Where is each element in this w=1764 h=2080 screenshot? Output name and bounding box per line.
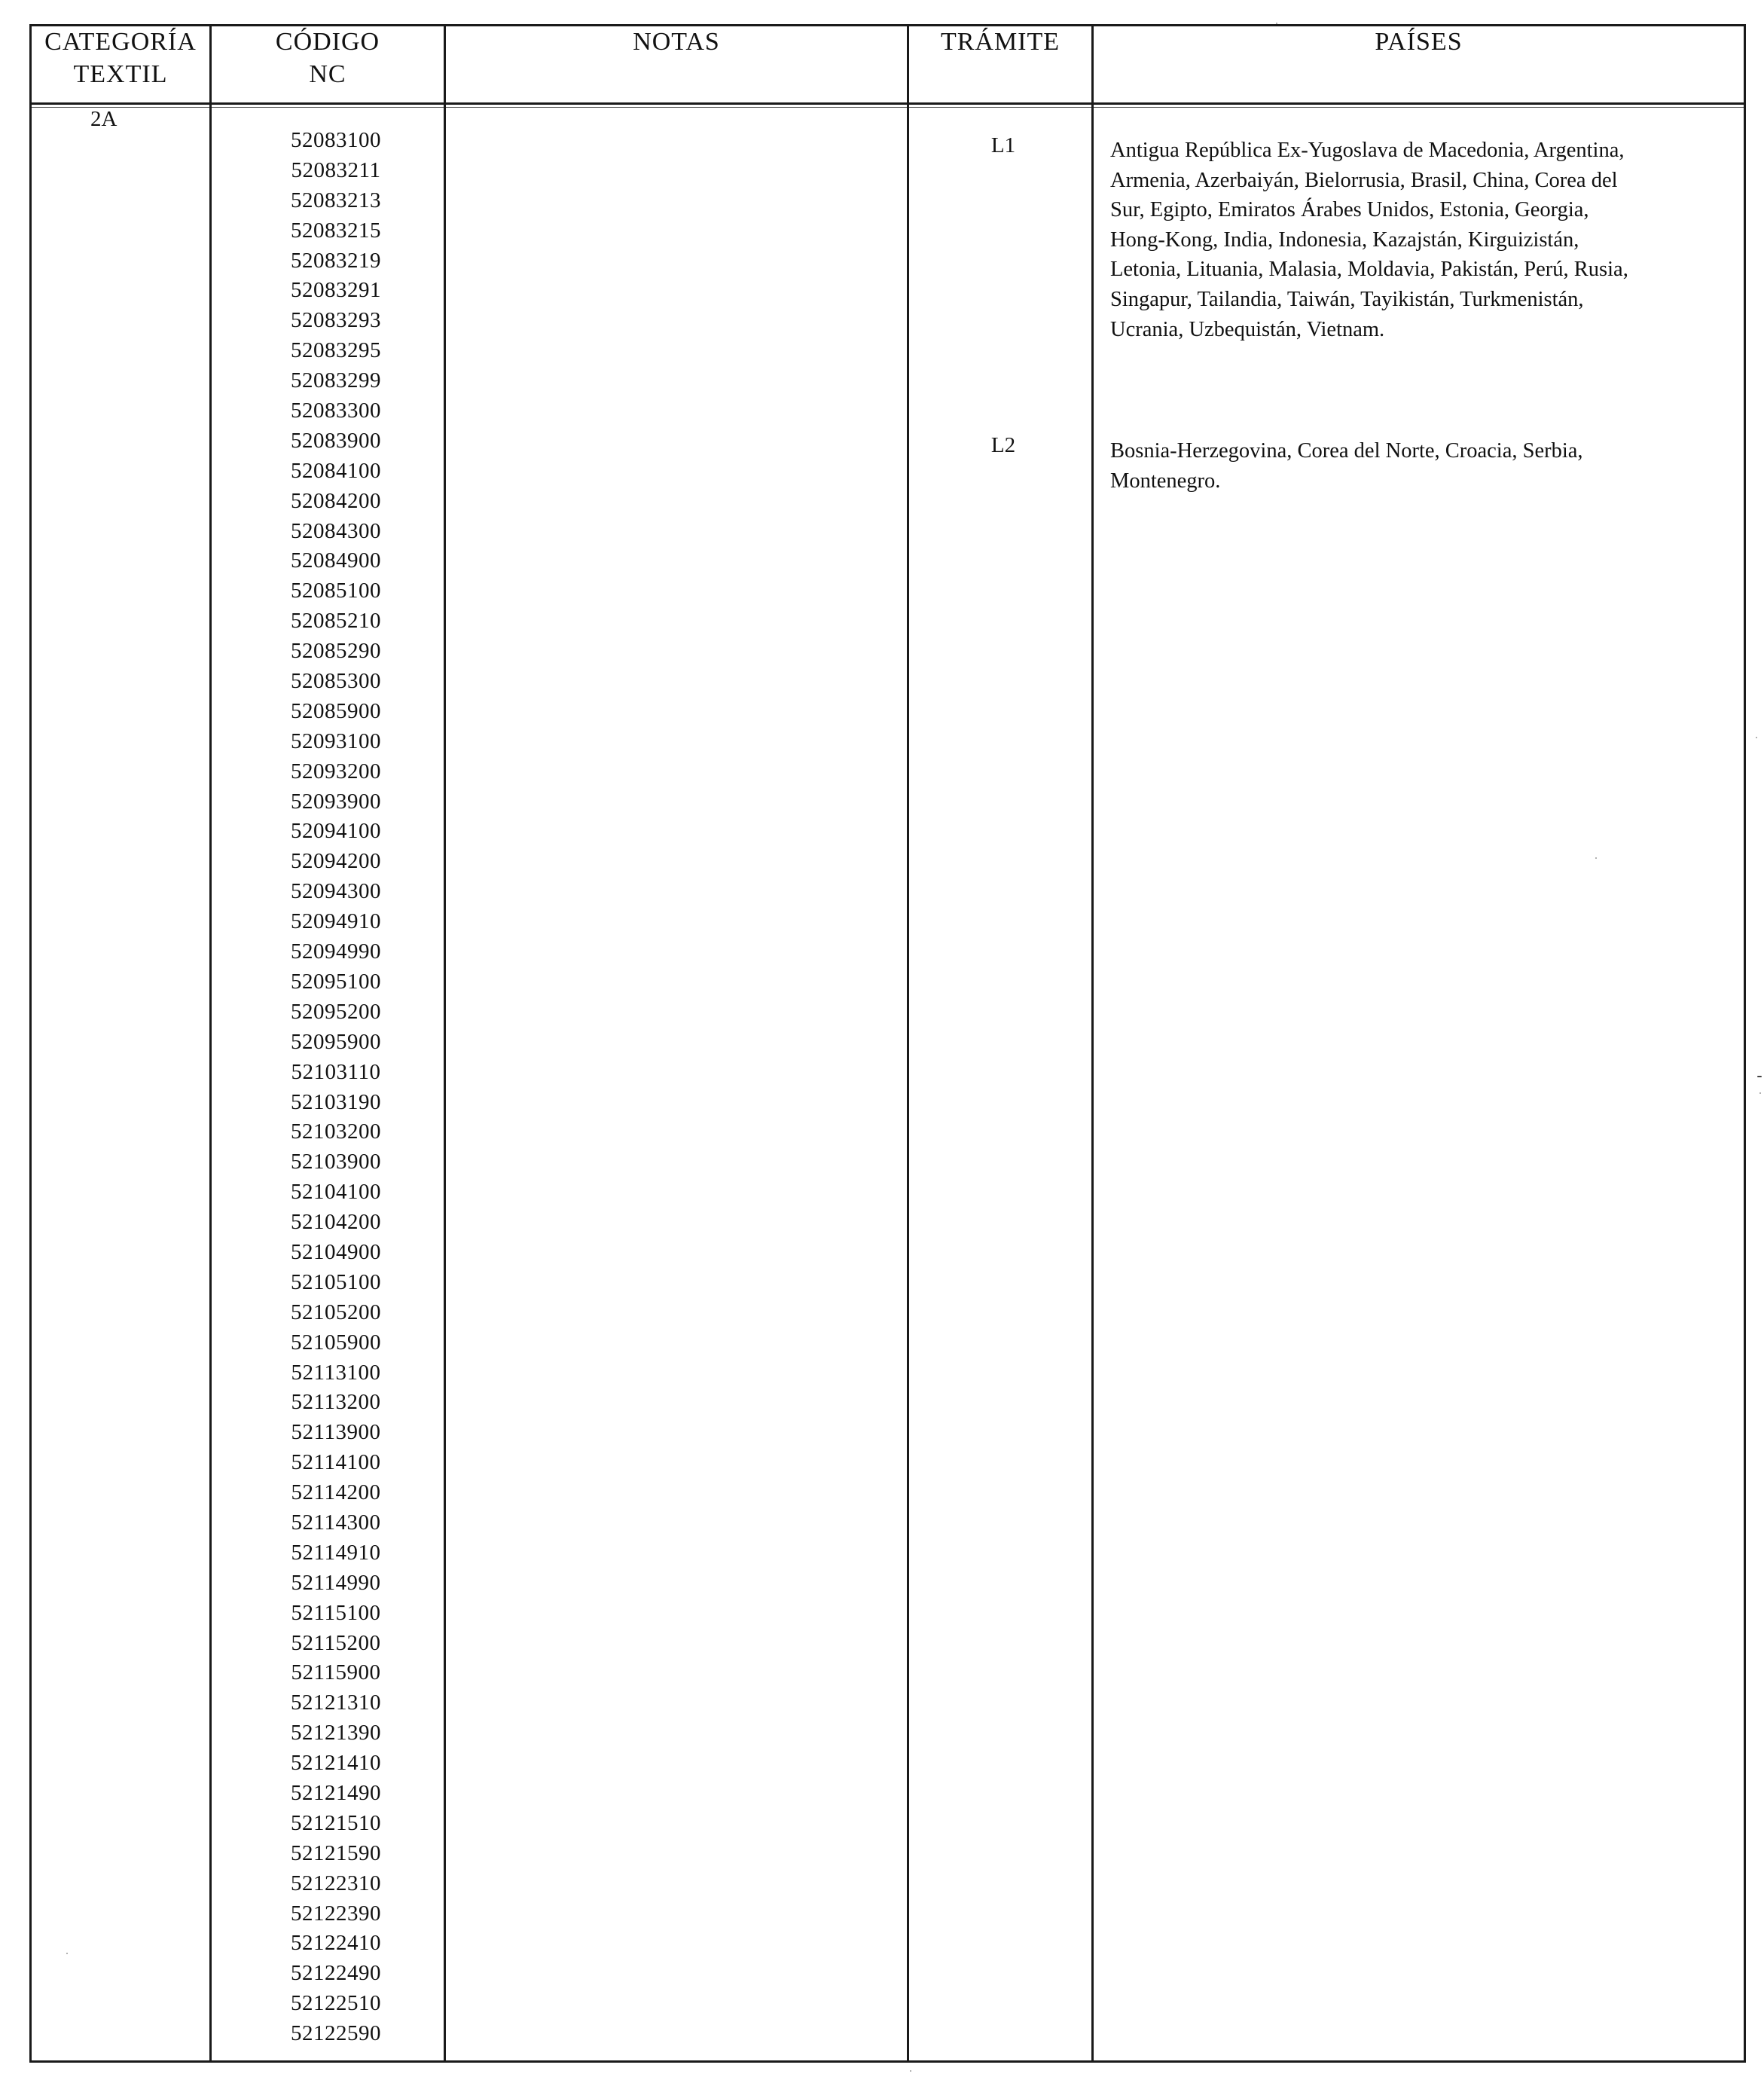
header-codigo-line1: CÓDIGO [275, 28, 380, 56]
codigo-nc-item: 52085100 [291, 579, 381, 603]
codigo-nc-item: 52103190 [291, 1089, 381, 1114]
codigo-nc-item: 52122590 [291, 2021, 381, 2046]
codigo-nc-item: 52104100 [291, 1180, 381, 1205]
codigo-nc-item: 52093100 [291, 728, 381, 753]
paises-text-l1 [1110, 136, 1720, 344]
codigo-nc-item: 52104200 [291, 1210, 381, 1235]
codigo-nc-item: 52085900 [291, 698, 381, 723]
codigo-nc-item: 52122310 [291, 1871, 381, 1895]
codigo-nc-item: 52093900 [291, 789, 381, 814]
codigo-nc-item: 52094200 [291, 849, 381, 874]
header-categoria-line2: TEXTIL [73, 60, 168, 88]
codigo-nc-item: 52083100 [291, 128, 381, 152]
codigo-nc-item: 52113200 [291, 1390, 381, 1415]
codigo-nc-item: 52084300 [291, 518, 381, 543]
paises-line: Hong-Kong, India, Indonesia, Kazajstán, Kirguizistán, [1110, 228, 1579, 252]
codigo-nc-item: 52121590 [291, 1840, 381, 1865]
codigo-nc-item: 52083213 [291, 188, 381, 212]
codigo-nc-item: 52122390 [291, 1901, 381, 1926]
column-divider-notas [907, 24, 909, 2063]
codigo-nc-item: 52115900 [291, 1660, 381, 1685]
paises-line: Armenia, Azerbaiyán, Bielorrusia, Brasil, China, Corea del [1110, 168, 1618, 192]
codigo-nc-item: 52121490 [291, 1780, 381, 1805]
codigo-nc-item: 52115100 [291, 1600, 381, 1625]
codigo-nc-item: 52083215 [291, 218, 381, 243]
codigo-nc-item: 52122410 [291, 1931, 381, 1956]
header-notas-label: NOTAS [633, 28, 720, 56]
codigo-nc-item: 52105900 [291, 1330, 381, 1355]
codigo-nc-item: 52085210 [291, 609, 381, 634]
scan-speck [1757, 1076, 1762, 1077]
scan-speck [1759, 1092, 1761, 1094]
header-tramite [909, 24, 1091, 102]
header-bottom-border [29, 102, 1746, 105]
paises-line: Letonia, Lituania, Malasia, Moldavia, Pakistán, Perú, Rusia, [1110, 258, 1628, 282]
codigo-nc-item: 52105200 [291, 1300, 381, 1324]
header-categoria-line1: CATEGORÍA [44, 28, 197, 56]
codigo-nc-item: 52084100 [291, 458, 381, 483]
table-right-border [1744, 24, 1746, 2063]
tramite-code: L2 [990, 433, 1016, 457]
codigo-nc-item: 52094910 [291, 909, 381, 934]
scan-speck [910, 2070, 911, 2072]
header-tramite-label: TRÁMITE [940, 28, 1061, 56]
header-paises-label: PAÍSES [1375, 28, 1463, 56]
codigo-nc-item: 52093200 [291, 759, 381, 783]
codigo-nc-item: 52083291 [291, 278, 381, 303]
paises-line: Singapur, Tailandia, Taiwán, Tayikistán, Turkmenistán, [1110, 287, 1584, 311]
header-notas [446, 24, 907, 102]
codigo-nc-item: 52113900 [291, 1420, 381, 1445]
codigo-nc-item: 52095100 [291, 969, 381, 994]
codigo-nc-item: 52103200 [291, 1119, 381, 1144]
codigo-nc-item: 52114100 [291, 1450, 381, 1475]
header-categoria-textil [32, 24, 209, 102]
codigo-nc-item: 52083219 [291, 248, 381, 273]
categoria-value: 2A [90, 107, 117, 131]
column-divider-codigo [444, 24, 446, 2063]
codigo-nc-item: 52083211 [291, 157, 381, 182]
scan-speck [1595, 857, 1597, 859]
codigo-nc-item: 52083293 [291, 308, 381, 333]
codigo-nc-list [249, 126, 423, 2049]
codigo-nc-item: 52121410 [291, 1751, 381, 1776]
codigo-nc-item: 52085300 [291, 669, 381, 694]
codigo-nc-item: 52114300 [291, 1510, 381, 1535]
scan-speck [1756, 737, 1757, 738]
codigo-nc-item: 52094990 [291, 939, 381, 964]
codigo-nc-item: 52105100 [291, 1269, 381, 1294]
codigo-nc-item: 52115200 [291, 1630, 381, 1655]
codigo-nc-item: 52084900 [291, 548, 381, 573]
header-paises [1094, 24, 1744, 102]
codigo-nc-item: 52095900 [291, 1029, 381, 1054]
codigo-nc-item: 52095200 [291, 999, 381, 1024]
codigo-nc-item: 52103900 [291, 1150, 381, 1174]
codigo-nc-item: 52114990 [291, 1570, 381, 1595]
codigo-nc-item: 52122490 [291, 1961, 381, 1986]
paises-line: Antigua República Ex-Yugoslava de Macedonia, Argentina, [1110, 139, 1625, 162]
table-left-border [29, 24, 32, 2063]
tramite-code: L1 [990, 133, 1016, 157]
codigo-nc-item: 52114200 [291, 1480, 381, 1505]
codigo-nc-item: 52085290 [291, 639, 381, 664]
codigo-nc-item: 52094100 [291, 819, 381, 844]
column-divider-categoria [209, 24, 212, 2063]
header-codigo-nc [212, 24, 444, 102]
codigo-nc-item: 52114910 [291, 1540, 381, 1565]
codigo-nc-item: 52104900 [291, 1239, 381, 1264]
codigo-nc-item: 52083900 [291, 428, 381, 453]
codigo-nc-item: 52122510 [291, 1991, 381, 2016]
scan-speck [1276, 23, 1277, 24]
paises-text-l2 [1110, 436, 1720, 496]
paises-line: Ucrania, Uzbequistán, Vietnam. [1110, 317, 1385, 341]
codigo-nc-item: 52094300 [291, 879, 381, 904]
table-bottom-border [29, 2060, 1746, 2063]
column-divider-tramite [1091, 24, 1094, 2063]
codigo-nc-item: 52121510 [291, 1810, 381, 1835]
codigo-nc-item: 52113100 [291, 1360, 381, 1385]
header-codigo-line2: NC [309, 60, 346, 88]
paises-line: Bosnia-Herzegovina, Corea del Norte, Croacia, Serbia, [1110, 439, 1583, 463]
codigo-nc-item: 52083299 [291, 368, 381, 393]
codigo-nc-item: 52083295 [291, 338, 381, 363]
scan-speck [66, 1953, 68, 1954]
codigo-nc-item: 52084200 [291, 488, 381, 513]
codigo-nc-item: 52083300 [291, 399, 381, 423]
codigo-nc-item: 52121390 [291, 1721, 381, 1746]
header-bottom-border-secondary [29, 107, 1746, 108]
codigo-nc-item: 52103110 [291, 1059, 381, 1084]
codigo-nc-item: 52121310 [291, 1691, 381, 1715]
paises-line: Montenegro. [1110, 469, 1221, 493]
paises-line: Sur, Egipto, Emiratos Árabes Unidos, Estonia, Georgia, [1110, 198, 1589, 222]
